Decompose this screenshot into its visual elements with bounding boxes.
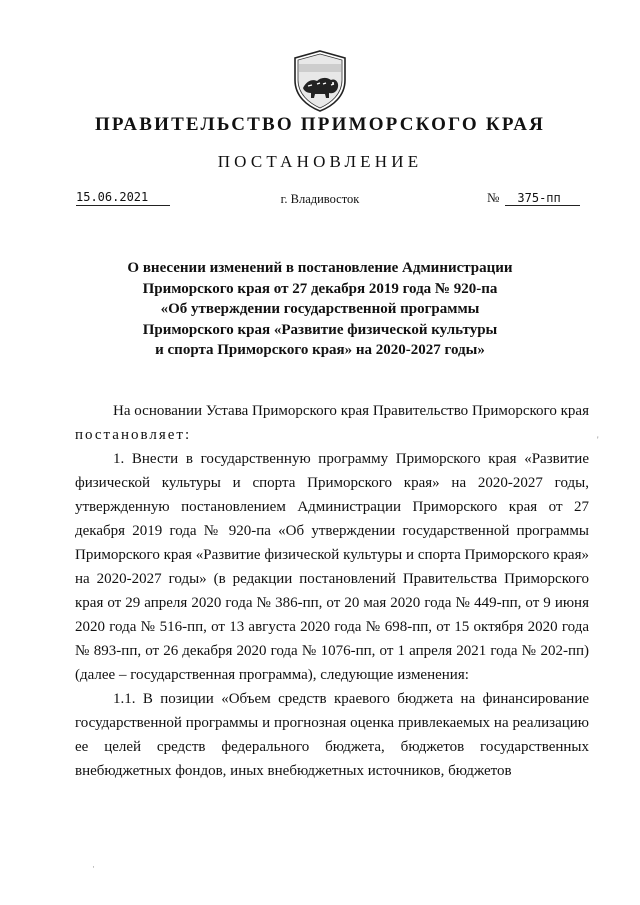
scan-mark: · [92,862,95,872]
document-city: г. Владивосток [280,192,360,206]
subject-line: Приморского края «Развитие физической культуры [142,321,498,338]
government-title: ПРАВИТЕЛЬСТВО ПРИМОРСКОГО КРАЯ [94,114,546,135]
document-type: ПОСТАНОВЛЕНИЕ [217,152,423,171]
document-body [75,399,589,783]
coat-of-arms-emblem [293,50,347,112]
body-paragraph: 1.1. В позиции «Объем средств краевого бюджета на финансирование государственной программы и прогнозная оценка привлекаемых на реализацию ее целей средств федерального бюджета, бюджетов государственных внебюджетных фондов, иных внебюджетных источников, бюджетов [75,691,589,779]
document-number-block [487,190,580,206]
document-date: 15.06.2021 [76,190,170,206]
document-subject [110,258,530,361]
subject-line: и спорта Приморского края» на 2020-2027 годы» [155,342,485,358]
resolves-word: постановляет: [75,427,192,443]
subject-line: Приморского края от 27 декабря 2019 года № 920-па [142,280,498,297]
subject-line: «Об утверждении государственной программы [160,301,480,317]
body-paragraph [75,399,589,447]
preamble-text: На основании Устава Приморского края Правительство Приморского края [113,403,589,419]
document-number: 375-пп [505,191,580,206]
body-paragraph: 1. Внести в государственную программу Приморского края «Развитие физической культуры и спорта Приморского края» на 2020-2027 годы, утвержденную постановлением Администрации Приморского края от 27 декабря 2019 года № 920-па «Об утверждении государственной программы Приморского края «Развитие физической культуры и спорта Приморского края» на 2020-2027 годы» (в редакции постановлений Правительства Приморского края от 29 апреля 2020 года № 386-пп, от 20 мая 2020 года № 449-пп, от 9 июня 2020 года № 516-пп, от 13 августа 2020 года № 698-пп, от 15 октября 2020 года № 893-пп, от 26 декабря 2020 года № 1076-пп, от 1 апреля 2021 года № 202-пп) (далее – государственная программа), следующие изменения: [75,451,589,683]
scan-mark: ' [597,435,599,445]
number-sign: № [487,190,500,205]
subject-line: О внесении изменений в постановление Администрации [127,260,513,276]
